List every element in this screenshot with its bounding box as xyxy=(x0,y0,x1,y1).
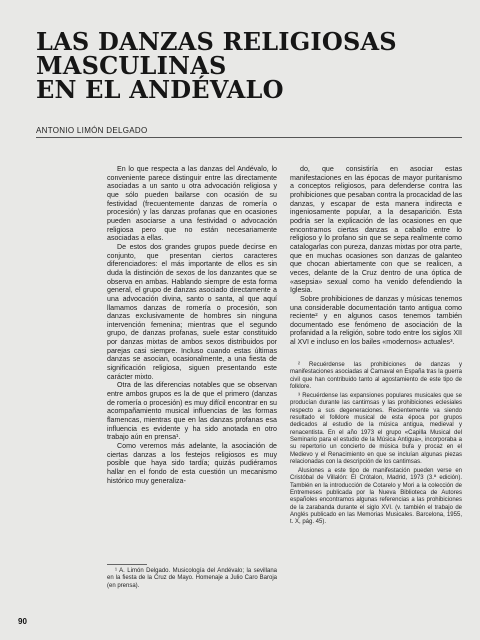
article-title xyxy=(36,27,456,104)
footnote-separator xyxy=(107,564,147,565)
title-line-3: EN EL ANDÉVALO xyxy=(36,75,284,104)
footnote-1: ¹ A. Limón Delgado. Musicología del Andévalo; la sevillana en la fiesta de la Cruz de Mayo. Homenaje a Julio Caro Baroja (en prensa). xyxy=(107,568,277,589)
author-name: ANTONIO LIMÓN DELGADO xyxy=(36,126,148,135)
right-column xyxy=(290,165,462,347)
title-line-1: LAS DANZAS RELIGIOSAS xyxy=(36,27,397,56)
title-rule-divider xyxy=(36,137,462,138)
left-paragraph-4: Como veremos más adelante, la asociación de ciertas danzas a los festejos religiosos es muy posible que haya sido tardía; quizás pudiéramos hallar en el fondo de esta cuestión un mecanismo histórico muy generaliza- xyxy=(107,442,277,485)
left-paragraph-1: En lo que respecta a las danzas del Andévalo, lo conveniente parece distinguir entre las directamente asociadas a un santo u otra advocación religiosa y que sólo pueden bailarse con ocasión de su festividad (frecuentemente danzas de romería o procesión) y las danzas profanas que en ocasiones pueden asociarse a una festividad o advocación religiosa pero que no están necesariamente asociadas a ellas. xyxy=(107,165,277,243)
footnote-2: ² Recuérdense las prohibiciones de danzas y manifestaciones asociadas al Carnaval en España tras la guerra civil que han contribuido tanto al agostamiento de este tipo de folklore. xyxy=(290,362,462,390)
footnote-3: ³ Recuérdense las expansiones populares musicales que se producían durante las cantimsas y las prohibiciones eclesiales respecto a sus degeneraciones. Recientemente va siendo resultado el folklore musical de esta época por grupos dedicados al estudio de la música antigua, medieval y renacentista. En el año 1973 el grupo «Capilla Musical del Seminario para el estudio de la Música Antigua», incorporaba a su repertorio un concierto de música bufa y procaz en el Medievo y el Renacimiento en que se incluían algunas piezas relacionadas con la descripción de los cantimsas. xyxy=(290,393,462,465)
right-footnotes xyxy=(290,362,462,529)
left-paragraph-3: Otra de las diferencias notables que se observan entre ambos grupos es la de que el primero (danzas de romería o procesión) es muy difícil encontrar en su acompañamiento musical influencias de las formas flamencas, mientras que en las danzas profanas esa influencia es evidente y ha sido anotada en otro trabajo aún en prensa¹. xyxy=(107,381,277,442)
page-number: 90 xyxy=(18,617,27,626)
right-paragraph-1: do, que consistiría en asociar estas manifestaciones en las épocas de mayor puritanismo a conceptos religiosos, para defenderse contra las prohibiciones que pesaban contra la procacidad de las danzas, y escapar de esta manera indirecta e ingeniosamente popular, a la desaparición. Esta podría ser la explicación de las ocasiones en que encontramos ciertas danzas a caballo entre lo religioso y lo profano sin que se sepa realmente como catalogarlas con pureza, danzas mixtas por otra parte, que en muchas ocasiones son danzas de galanteo que chocan abiertamente con que se realicen, a veces, delante de la Cruz dentro de una óptica de «asepsia» sexual como ha venido defendiendo la Iglesia. xyxy=(290,165,462,295)
footnote-3-continued: Alusiones a este tipo de manifestación pueden verse en Cristóbal de Villalón: El Crótalon, Madrid, 1973 (3.ª edición). También en la introducción de Cotarelo y Mori a la colección de Entremeses publicada por la Nueva Biblioteca de Autores españoles encontramos algunas referencias a las prohibiciones de la zarabanda durante el siglo XVI. (v. también el trabajo de Anglés publicado en las Memorias Musicales. Barcelona, 1955, t. X, pág. 45). xyxy=(290,468,462,526)
right-paragraph-2: Sobre prohibiciones de danzas y músicas tenemos una considerable documentación tanto antigua como reciente² y en algunos casos tenemos también documentado ese fenómeno de asociación de la profanidad a la religión, sobre todo entre los siglos XII al XVI e incluso en los bailes «modernos» actuales³. xyxy=(290,294,462,347)
left-column xyxy=(107,165,277,485)
left-footnotes xyxy=(107,568,277,590)
title-line-2: MASCULINAS xyxy=(36,51,227,80)
left-paragraph-2: De estos dos grandes grupos puede decirse en conjunto, que presentan ciertos caracteres diferenciadores: el más importante de ellos es sin duda la distinción de sexos de los danzantes que se observa en ambas. Hablando siempre de esta forma general, el grupo de danzas asociado directamente a una advocación divina, santo o santa, al que aquí llamamos danzas de romería o procesión, son danzas exclusivamente de hombres sin ninguna intervención femenina; mientras que el segundo grupo, de danzas profanas, suele estar constituido por danzas mixtas de ambos sexos distribuidos por parejas casi siempre. Incluso cuando estas últimas danzas se asocian, ocasionalmente, a una fiesta de significación religiosa, siguen presentando este carácter mixto. xyxy=(107,242,277,381)
